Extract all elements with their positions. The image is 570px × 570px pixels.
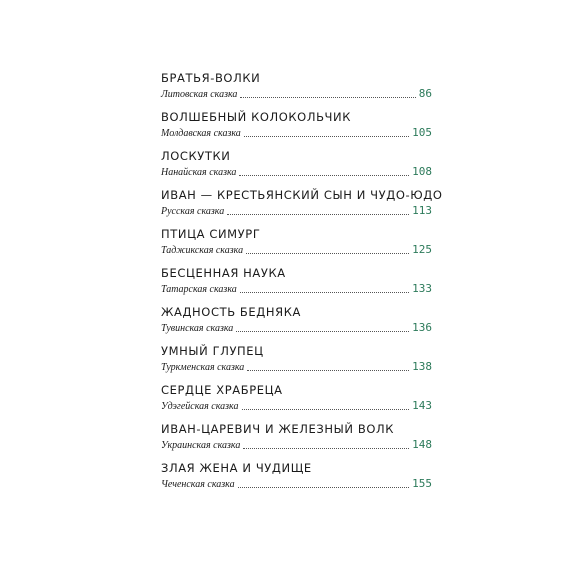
dot-leader xyxy=(236,330,409,332)
dot-leader xyxy=(238,486,410,488)
page-number: 155 xyxy=(412,477,432,490)
entry-title: СЕРДЦЕ ХРАБРЕЦА xyxy=(161,383,283,397)
entry-subtitle-row xyxy=(161,165,432,179)
dot-leader xyxy=(247,369,409,371)
entry-title: БЕСЦЕННАЯ НАУКА xyxy=(161,266,286,280)
page-number: 125 xyxy=(412,243,432,256)
entry-title: ЗЛАЯ ЖЕНА И ЧУДИЩЕ xyxy=(161,461,312,475)
page-number: 138 xyxy=(412,360,432,373)
entry-title: ВОЛШЕБНЫЙ КОЛОКОЛЬЧИК xyxy=(161,110,352,124)
entry-subtitle: Молдавская сказка xyxy=(161,128,241,139)
entry-subtitle: Таджикская сказка xyxy=(161,245,244,256)
entry-subtitle-row xyxy=(161,321,432,335)
entry-title: ЛОСКУТКИ xyxy=(161,149,231,163)
toc-entry xyxy=(161,383,432,422)
entry-subtitle: Украинская сказка xyxy=(161,440,241,451)
entry-title: ИВАН — КРЕСТЬЯНСКИЙ СЫН И ЧУДО-ЮДО xyxy=(161,188,443,202)
page-number: 113 xyxy=(412,204,432,217)
toc-entry xyxy=(161,266,432,305)
page-number: 143 xyxy=(412,399,432,412)
entry-subtitle-row xyxy=(161,204,432,218)
entry-subtitle: Русская сказка xyxy=(161,206,225,217)
toc-entry xyxy=(161,149,432,188)
toc-entry xyxy=(161,344,432,383)
entry-subtitle: Чеченская сказка xyxy=(161,479,235,490)
dot-leader xyxy=(246,252,409,254)
page-number: 108 xyxy=(412,165,432,178)
toc-entry xyxy=(161,422,432,461)
page-number: 86 xyxy=(418,87,432,100)
toc-entry xyxy=(161,110,432,149)
dot-leader xyxy=(227,213,409,215)
entry-subtitle: Нанайская сказка xyxy=(161,167,237,178)
entry-subtitle: Тувинская сказка xyxy=(161,323,234,334)
entry-subtitle-row xyxy=(161,438,432,452)
entry-title: ЖАДНОСТЬ БЕДНЯКА xyxy=(161,305,301,319)
entry-subtitle-row xyxy=(161,243,432,257)
page-number: 148 xyxy=(412,438,432,451)
entry-subtitle-row xyxy=(161,360,432,374)
dot-leader xyxy=(239,174,409,176)
dot-leader xyxy=(244,135,409,137)
entry-subtitle: Литовская сказка xyxy=(161,89,238,100)
entry-title: ИВАН-ЦАРЕВИЧ И ЖЕЛЕЗНЫЙ ВОЛК xyxy=(161,422,394,436)
entry-title: БРАТЬЯ-ВОЛКИ xyxy=(161,71,261,85)
dot-leader xyxy=(242,408,410,410)
entry-subtitle: Туркменская сказка xyxy=(161,362,245,373)
entry-subtitle: Татарская сказка xyxy=(161,284,237,295)
page-number: 136 xyxy=(412,321,432,334)
page-number: 105 xyxy=(412,126,432,139)
entry-subtitle-row xyxy=(161,399,432,413)
entry-subtitle-row xyxy=(161,477,432,491)
table-of-contents xyxy=(161,71,443,500)
entry-subtitle: Удэгейская сказка xyxy=(161,401,239,412)
entry-subtitle-row xyxy=(161,126,432,140)
entry-subtitle-row xyxy=(161,87,432,101)
toc-entry xyxy=(161,188,443,227)
entry-title: УМНЫЙ ГЛУПЕЦ xyxy=(161,344,264,358)
toc-entry xyxy=(161,461,432,500)
entry-subtitle-row xyxy=(161,282,432,296)
dot-leader xyxy=(240,96,415,98)
toc-entry xyxy=(161,71,432,110)
toc-entry xyxy=(161,305,432,344)
dot-leader xyxy=(240,291,409,293)
dot-leader xyxy=(243,447,409,449)
entry-title: ПТИЦА СИМУРГ xyxy=(161,227,261,241)
toc-entry xyxy=(161,227,432,266)
page-number: 133 xyxy=(412,282,432,295)
